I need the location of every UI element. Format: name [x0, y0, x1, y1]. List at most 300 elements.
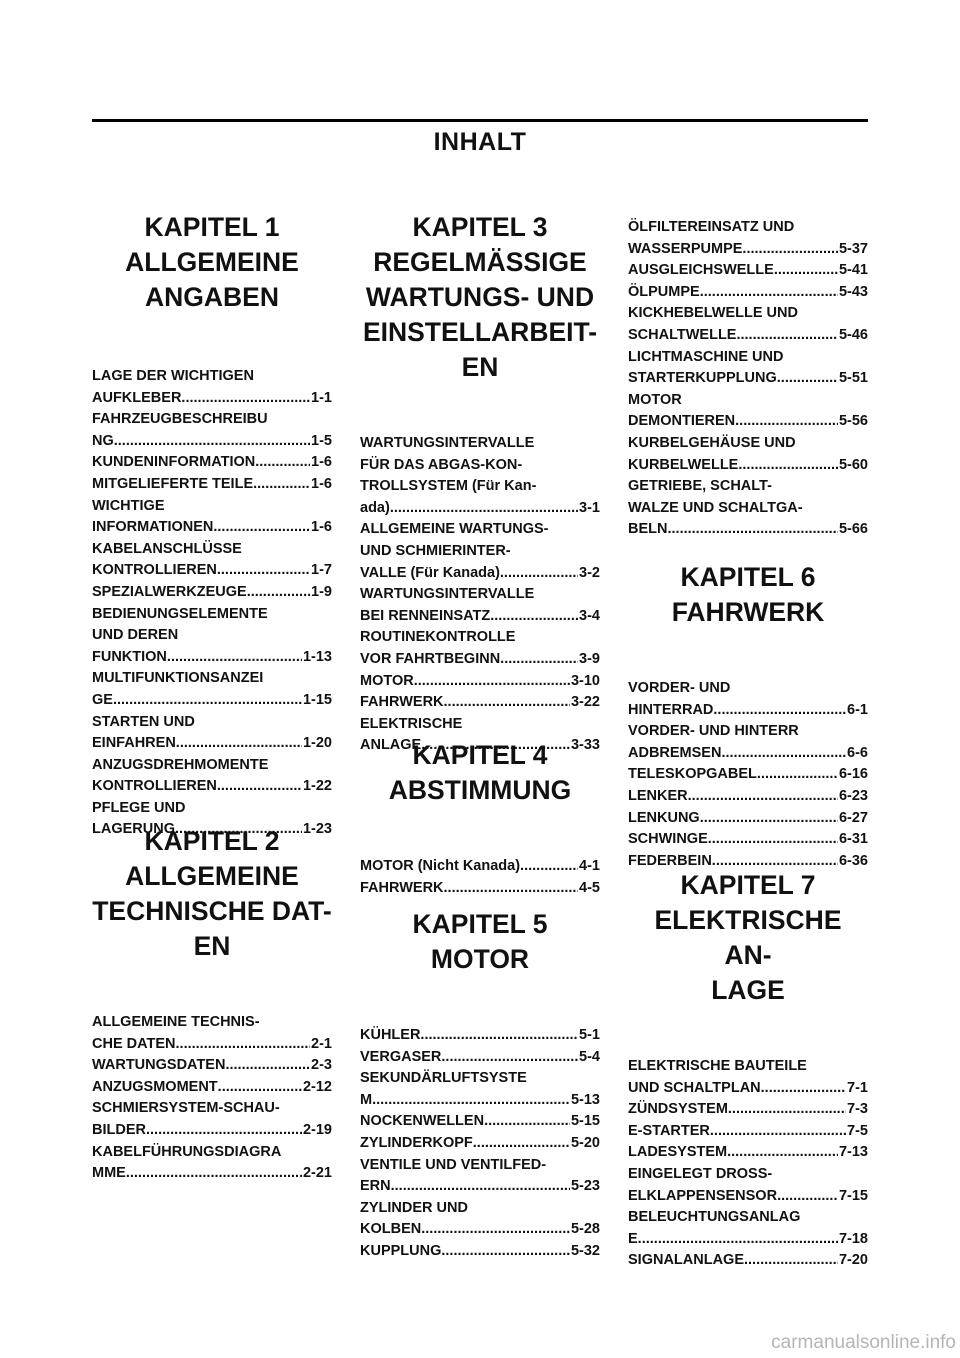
- toc-entry[interactable]: [628, 764, 868, 786]
- toc-entry[interactable]: [628, 1207, 868, 1250]
- dot-leader: [713, 700, 846, 722]
- toc-entry-label: FEDERBEIN: [628, 852, 712, 869]
- toc-entry-row: [628, 1121, 868, 1143]
- dot-leader: [217, 560, 310, 582]
- toc-entry[interactable]: [92, 474, 332, 496]
- toc-entry-label: STARTEN UND: [92, 713, 195, 730]
- chapter-heading: KAPITEL 1 ALLGEMEINE ANGABEN: [125, 212, 299, 312]
- toc-entry-label: FAHRZEUGBESCHREIBU: [92, 411, 268, 428]
- toc-list: [360, 1025, 600, 1263]
- dot-leader: [217, 776, 302, 798]
- toc-entry-label: ada): [360, 499, 390, 516]
- chapter-4: [360, 738, 600, 899]
- toc-entry-label: ZYLINDERKOPF: [360, 1134, 473, 1151]
- toc-entry[interactable]: [628, 829, 868, 851]
- toc-entry[interactable]: [360, 692, 600, 714]
- toc-entry-label: SPEZIALWERKZEUGE: [92, 583, 247, 600]
- footer-watermark: carmanualsonline.info: [771, 1332, 956, 1353]
- toc-entry-row: [628, 700, 868, 722]
- toc-entry[interactable]: [360, 1198, 600, 1241]
- dot-leader: [757, 764, 838, 786]
- toc-entry-page: 1-1: [311, 389, 332, 406]
- toc-entry-row: [360, 671, 600, 693]
- toc-entry[interactable]: [628, 1164, 868, 1207]
- dot-leader: [225, 1055, 310, 1077]
- dot-leader: [372, 1090, 570, 1112]
- chapter-heading: KAPITEL 4 ABSTIMMUNG: [388, 740, 572, 805]
- toc-entry-label: ZÜNDSYSTEM: [628, 1101, 728, 1118]
- column-3c: [628, 868, 868, 1272]
- toc-entry-page: 5-46: [838, 326, 868, 343]
- toc-entry[interactable]: [360, 671, 600, 693]
- toc-entry[interactable]: [628, 347, 868, 390]
- toc-entry-row: [628, 325, 868, 347]
- toc-entry-page: 5-1: [579, 1027, 600, 1043]
- toc-entry[interactable]: [92, 755, 332, 798]
- dot-leader: [500, 563, 578, 585]
- chapter-heading: KAPITEL 6 FAHRWERK: [671, 562, 825, 627]
- toc-entry[interactable]: [360, 1133, 600, 1155]
- toc-entry-label: BELEUCHTUNGSANLAG: [628, 1209, 801, 1226]
- toc-entry[interactable]: [628, 390, 868, 433]
- toc-entry[interactable]: [360, 1111, 600, 1133]
- dot-leader: [638, 1229, 838, 1251]
- toc-list: [628, 678, 868, 872]
- toc-list: [360, 856, 600, 899]
- toc-entry-label: EINGELEGT DROSS-: [628, 1165, 773, 1182]
- toc-entry[interactable]: [92, 496, 332, 539]
- toc-entry-label: SIGNALANLAGE: [628, 1252, 744, 1269]
- toc-entry-label: FUNKTION: [92, 648, 167, 665]
- dot-leader: [420, 1025, 578, 1047]
- toc-entry[interactable]: [360, 627, 600, 670]
- toc-entry-row: [628, 1099, 868, 1121]
- toc-entry-page: 7-15: [838, 1187, 868, 1204]
- dot-leader: [114, 431, 310, 453]
- dot-leader: [667, 519, 837, 541]
- toc-entry[interactable]: [628, 808, 868, 830]
- toc-entry-label: BEI RENNEINSATZ: [360, 607, 491, 624]
- toc-entry-row: [92, 1077, 332, 1099]
- toc-entry-page: 3-22: [570, 694, 600, 711]
- chapter-heading: KAPITEL 5 MOTOR: [412, 909, 548, 974]
- toc-entry-label: CHE DATEN: [92, 1035, 176, 1052]
- toc-entry-row: [628, 1142, 868, 1164]
- toc-entry-label: SCHMIERSYSTEM-SCHAU-: [92, 1100, 280, 1117]
- toc-entry-row: [628, 808, 868, 830]
- toc-entry[interactable]: [92, 409, 332, 452]
- toc-entry-label: KUNDENINFORMATION: [92, 454, 256, 471]
- dot-leader: [176, 733, 302, 755]
- toc-entry-page: 7-5: [847, 1122, 868, 1139]
- toc-entry[interactable]: [92, 1142, 332, 1185]
- toc-entry-label: KICKHEBELWELLE UND: [628, 305, 798, 322]
- toc-entry-label: MULTIFUNKTIONSANZEI: [92, 670, 264, 687]
- toc-entry-label: ALLGEMEINE TECHNIS-: [92, 1014, 260, 1030]
- toc-entry[interactable]: [92, 452, 332, 474]
- toc-entry-page: 1-20: [302, 735, 332, 752]
- toc-entry-page: 4-1: [579, 858, 600, 874]
- dot-leader: [490, 606, 578, 628]
- toc-entry-page: 3-2: [579, 564, 600, 581]
- dot-leader: [735, 411, 838, 433]
- toc-entry-page: 7-1: [847, 1079, 868, 1096]
- chapter-3: [360, 210, 600, 757]
- toc-entry-row: [360, 606, 600, 628]
- toc-entry[interactable]: [360, 519, 600, 584]
- toc-entry-page: 1-23: [302, 821, 332, 838]
- toc-entry-row: [360, 1025, 600, 1047]
- toc-entry-label: LICHTMASCHINE UND: [628, 348, 784, 365]
- toc-entry-label: FÜR DAS ABGAS-KON-: [360, 456, 523, 473]
- toc-entry-label: PFLEGE UND: [92, 799, 186, 816]
- chapter-1: [92, 210, 332, 841]
- toc-entry[interactable]: [92, 1077, 332, 1099]
- page-title: INHALT: [433, 128, 527, 156]
- toc-entry-page: 5-56: [838, 413, 868, 430]
- toc-entry-label: WARTUNGSINTERVALLE: [360, 435, 535, 451]
- toc-entry[interactable]: [628, 1250, 868, 1272]
- dot-leader: [708, 829, 838, 851]
- toc-entry-label: KURBELWELLE: [628, 456, 739, 473]
- toc-entry-row: [92, 517, 332, 539]
- toc-entry[interactable]: [360, 1155, 600, 1198]
- toc-entry-page: 5-15: [570, 1113, 600, 1130]
- toc-entry-page: 4-5: [579, 879, 600, 896]
- toc-entry[interactable]: [628, 282, 868, 304]
- toc-entry-page: 7-18: [838, 1230, 868, 1247]
- toc-entry[interactable]: [92, 604, 332, 669]
- toc-entry[interactable]: [628, 1121, 868, 1143]
- toc-entry-label: MOTOR: [628, 391, 682, 408]
- toc-entry-page: 3-33: [570, 737, 600, 754]
- dot-leader: [742, 239, 838, 261]
- chapter-7: [628, 868, 868, 1272]
- toc-entry[interactable]: [360, 878, 600, 900]
- toc-entry-row: [360, 649, 600, 671]
- toc-entry-label: KABELFÜHRUNGSDIAGRA: [92, 1143, 282, 1160]
- toc-entry[interactable]: [360, 1025, 600, 1047]
- toc-entry-page: 6-36: [838, 852, 868, 869]
- toc-entry-label: UND DEREN: [92, 627, 179, 644]
- toc-entry[interactable]: [628, 1142, 868, 1164]
- dot-leader: [473, 1133, 570, 1155]
- toc-entry-page: 5-60: [838, 456, 868, 473]
- dot-leader: [213, 517, 310, 539]
- toc-entry-row: [360, 1219, 600, 1241]
- toc-entry-page: 2-19: [302, 1121, 332, 1138]
- toc-entry-page: 5-32: [570, 1242, 600, 1259]
- toc-entry-label: BELN: [628, 521, 668, 538]
- toc-entry-page: 5-28: [570, 1221, 600, 1238]
- toc-entry-label: ÖLPUMPE: [628, 283, 700, 300]
- toc-entry[interactable]: [360, 1068, 600, 1111]
- toc-entry[interactable]: [628, 433, 868, 476]
- toc-entry-row: [92, 452, 332, 474]
- toc-entry[interactable]: [92, 668, 332, 711]
- toc-entry-label: ELEKTRISCHE: [360, 715, 463, 732]
- column-3: [628, 217, 868, 541]
- dot-leader: [421, 1219, 570, 1241]
- toc-entry-row: [628, 743, 868, 765]
- toc-entry-page: 5-4: [579, 1048, 600, 1065]
- toc-entry-label: WASSERPUMPE: [628, 240, 743, 257]
- toc-entry-row: [628, 455, 868, 477]
- toc-entry-label: WARTUNGSDATEN: [92, 1057, 226, 1074]
- toc-entry-label: VOR FAHRTBEGINN: [360, 650, 501, 667]
- toc-entry-label: KÜHLER: [360, 1027, 421, 1043]
- toc-entry-page: 6-23: [838, 787, 868, 804]
- toc-entry-label: ALLGEMEINE WARTUNGS-: [360, 521, 549, 538]
- toc-entry-label: TELESKOPGABEL: [628, 766, 757, 783]
- dot-leader: [444, 878, 579, 900]
- toc-entry-page: 5-23: [570, 1178, 600, 1195]
- top-rule: [92, 119, 868, 122]
- toc-entry-row: [92, 1163, 332, 1185]
- toc-entry[interactable]: [628, 1056, 868, 1099]
- toc-entry-page: 2-21: [302, 1165, 332, 1182]
- toc-entry[interactable]: [628, 217, 868, 260]
- toc-entry[interactable]: [92, 366, 332, 409]
- dot-leader: [520, 856, 578, 878]
- toc-entry-row: [360, 1090, 600, 1112]
- toc-entry[interactable]: [92, 712, 332, 755]
- toc-entry-row: [92, 474, 332, 496]
- dot-leader: [176, 1034, 311, 1056]
- dot-leader: [390, 498, 578, 520]
- toc-entry-page: 3-1: [579, 499, 600, 516]
- toc-entry-page: 6-6: [847, 744, 868, 761]
- dot-leader: [744, 1250, 838, 1272]
- toc-entry-label: MITGELIEFERTE TEILE: [92, 475, 254, 492]
- toc-entry-label: ZYLINDER UND: [360, 1199, 468, 1216]
- toc-entry-page: 6-16: [838, 766, 868, 783]
- toc-entry-label: GE: [92, 691, 113, 708]
- toc-entry-label: BEDIENUNGSELEMENTE: [92, 605, 268, 622]
- toc-entry[interactable]: [360, 584, 600, 627]
- toc-entry-row: [92, 431, 332, 453]
- toc-entry[interactable]: [92, 539, 332, 582]
- toc-entry-page: 7-20: [838, 1252, 868, 1269]
- dot-leader: [774, 260, 838, 282]
- toc-entry[interactable]: [628, 1099, 868, 1121]
- dot-leader: [253, 474, 310, 496]
- dot-leader: [414, 671, 570, 693]
- dot-leader: [218, 1077, 302, 1099]
- toc-entry-page: 2-3: [311, 1057, 332, 1074]
- toc-entry[interactable]: [360, 433, 600, 519]
- dot-leader: [484, 1111, 570, 1133]
- toc-entry-label: ELEKTRISCHE BAUTEILE: [628, 1058, 807, 1074]
- toc-entry-label: INFORMATIONEN: [92, 519, 214, 536]
- toc-entry-row: [92, 560, 332, 582]
- toc-entry-label: MOTOR: [360, 672, 414, 689]
- toc-entry-row: [628, 260, 868, 282]
- toc-entry-label: KOLBEN: [360, 1221, 422, 1238]
- toc-entry-label: UND SCHMIERINTER-: [360, 542, 511, 559]
- toc-entry-page: 1-6: [311, 454, 332, 471]
- toc-entry-page: 1-7: [311, 562, 332, 579]
- toc-entry-label: SCHWINGE: [628, 831, 708, 848]
- toc-entry-page: 2-12: [302, 1078, 332, 1095]
- dot-leader: [391, 1176, 570, 1198]
- toc-entry-row: [92, 388, 332, 410]
- toc-entry-label: KONTROLLIEREN: [92, 778, 217, 795]
- toc-entry-label: HINTERRAD: [628, 701, 714, 718]
- toc-entry-page: 1-5: [311, 432, 332, 449]
- dot-leader: [500, 649, 578, 671]
- toc-entry-page: 5-37: [838, 240, 868, 257]
- toc-entry-label: BILDER: [92, 1121, 146, 1138]
- toc-entry-row: [628, 764, 868, 786]
- toc-entry[interactable]: [628, 721, 868, 764]
- toc-list: [360, 433, 600, 757]
- toc-entry-row: [628, 1186, 868, 1208]
- toc-entry-row: [92, 1034, 332, 1056]
- toc-entry[interactable]: [360, 1241, 600, 1263]
- toc-entry-row: [360, 1047, 600, 1069]
- toc-entry-page: 3-10: [570, 672, 600, 689]
- dot-leader: [738, 455, 838, 477]
- toc-entry-label: AUSGLEICHSWELLE: [628, 262, 774, 279]
- toc-entry-label: VORDER- UND HINTERR: [628, 723, 799, 740]
- toc-entry-page: 5-51: [838, 370, 868, 387]
- toc-entry-page: 5-66: [838, 521, 868, 538]
- toc-entry[interactable]: [92, 582, 332, 604]
- toc-entry[interactable]: [628, 786, 868, 808]
- toc-entry-page: 6-27: [838, 809, 868, 826]
- toc-entry-label: GETRIEBE, SCHALT-: [628, 478, 772, 495]
- toc-entry[interactable]: [92, 1098, 332, 1141]
- dot-leader: [444, 692, 570, 714]
- toc-entry-row: [92, 733, 332, 755]
- toc-entry-page: 7-13: [838, 1144, 868, 1161]
- toc-entry-row: [628, 519, 868, 541]
- dot-leader: [255, 452, 310, 474]
- toc-entry-label: ÖLFILTEREINSATZ UND: [628, 219, 795, 235]
- toc-entry-page: 3-4: [579, 607, 600, 624]
- toc-entry-label: LENKUNG: [628, 809, 700, 826]
- toc-entry-page: 7-3: [847, 1101, 868, 1118]
- toc-entry-label: LADESYSTEM: [628, 1144, 728, 1161]
- toc-entry-label: ELKLAPPENSENSOR: [628, 1187, 778, 1204]
- toc-entry-row: [628, 786, 868, 808]
- toc-entry-row: [92, 776, 332, 798]
- column-2c: [360, 907, 600, 1263]
- dot-leader: [688, 786, 838, 808]
- toc-entry-label: SCHALTWELLE: [628, 326, 737, 343]
- toc-entry-row: [628, 1250, 868, 1272]
- toc-entry-row: [628, 368, 868, 390]
- toc-entry-label: NOCKENWELLEN: [360, 1113, 485, 1130]
- toc-entry-label: VALLE (Für Kanada): [360, 564, 500, 581]
- toc-entry-label: TROLLSYSTEM (Für Kan-: [360, 478, 537, 495]
- column-1b: [92, 824, 332, 1185]
- toc-entry[interactable]: [360, 856, 600, 878]
- toc-entry-page: 1-15: [302, 691, 332, 708]
- toc-entry-page: 5-43: [838, 283, 868, 300]
- toc-entry-label: VORDER- UND: [628, 680, 731, 696]
- toc-entry[interactable]: [628, 476, 868, 541]
- toc-entry-label: DEMONTIEREN: [628, 413, 736, 430]
- toc-entry[interactable]: [628, 678, 868, 721]
- toc-entry-page: 3-9: [579, 650, 600, 667]
- toc-entry-row: [92, 647, 332, 669]
- dot-leader: [761, 1078, 846, 1100]
- dot-leader: [700, 282, 838, 304]
- toc-list-continued: [628, 217, 868, 541]
- toc-entry-label: LAGE DER WICHTIGEN: [92, 368, 254, 384]
- dot-leader: [700, 808, 838, 830]
- toc-entry-row: [628, 1078, 868, 1100]
- toc-entry-page: 5-20: [570, 1134, 600, 1151]
- toc-entry[interactable]: [92, 1055, 332, 1077]
- toc-entry-label: MOTOR (Nicht Kanada): [360, 858, 521, 874]
- toc-entry-label: VERGASER: [360, 1048, 442, 1065]
- chapter-2: [92, 824, 332, 1185]
- toc-entry-label: SEKUNDÄRLUFTSYSTE: [360, 1070, 527, 1087]
- dot-leader: [710, 1121, 846, 1143]
- dot-leader: [777, 1186, 838, 1208]
- toc-entry-label: VENTILE UND VENTILFED-: [360, 1156, 547, 1173]
- toc-entry-label: MME: [92, 1165, 126, 1182]
- toc-entry-label: WALZE UND SCHALTGA-: [628, 499, 803, 516]
- dot-leader: [441, 1047, 578, 1069]
- toc-entry-label: UND SCHALTPLAN: [628, 1079, 761, 1096]
- toc-entry-page: 6-31: [838, 831, 868, 848]
- toc-entry-label: EINFAHREN: [92, 735, 176, 752]
- dot-leader: [247, 582, 310, 604]
- toc-entry[interactable]: [92, 1012, 332, 1055]
- toc-entry[interactable]: [628, 303, 868, 346]
- toc-entry-label: E: [628, 1230, 638, 1247]
- chapter-5: [360, 907, 600, 1263]
- toc-entry-row: [92, 690, 332, 712]
- toc-entry-label: M: [360, 1091, 373, 1108]
- toc-entry-label: KONTROLLIEREN: [92, 562, 217, 579]
- toc-entry-label: ANZUGSDREHMOMENTE: [92, 756, 269, 773]
- toc-entry-label: ERN: [360, 1178, 391, 1195]
- toc-entry-row: [360, 878, 600, 900]
- toc-entry-label: FAHRWERK: [360, 879, 444, 896]
- toc-entry-label: E-STARTER: [628, 1122, 710, 1139]
- dot-leader: [777, 368, 838, 390]
- toc-entry-row: [360, 1133, 600, 1155]
- column-1: [92, 210, 332, 841]
- toc-entry-page: 2-1: [311, 1035, 332, 1052]
- toc-entry-label: ROUTINEKONTROLLE: [360, 629, 516, 646]
- chapter-6: [628, 560, 868, 872]
- toc-entry-label: WICHTIGE: [92, 497, 165, 514]
- toc-entry-row: [628, 1229, 868, 1251]
- toc-list: [92, 1012, 332, 1185]
- toc-entry-label: LENKER: [628, 787, 688, 804]
- toc-entry[interactable]: [360, 1047, 600, 1069]
- dot-leader: [721, 743, 846, 765]
- toc-entry-row: [360, 498, 600, 520]
- toc-entry-page: 5-13: [570, 1091, 600, 1108]
- toc-entry-row: [628, 282, 868, 304]
- toc-entry-row: [360, 856, 600, 878]
- toc-entry-row: [360, 563, 600, 585]
- toc-entry-row: [360, 1111, 600, 1133]
- dot-leader: [181, 388, 310, 410]
- dot-leader: [727, 1142, 838, 1164]
- toc-entry[interactable]: [628, 260, 868, 282]
- chapter-heading: KAPITEL 7 ELEKTRISCHE AN- LAGE: [654, 870, 842, 1005]
- toc-entry-row: [92, 582, 332, 604]
- toc-entry-label: ANZUGSMOMENT: [92, 1078, 218, 1095]
